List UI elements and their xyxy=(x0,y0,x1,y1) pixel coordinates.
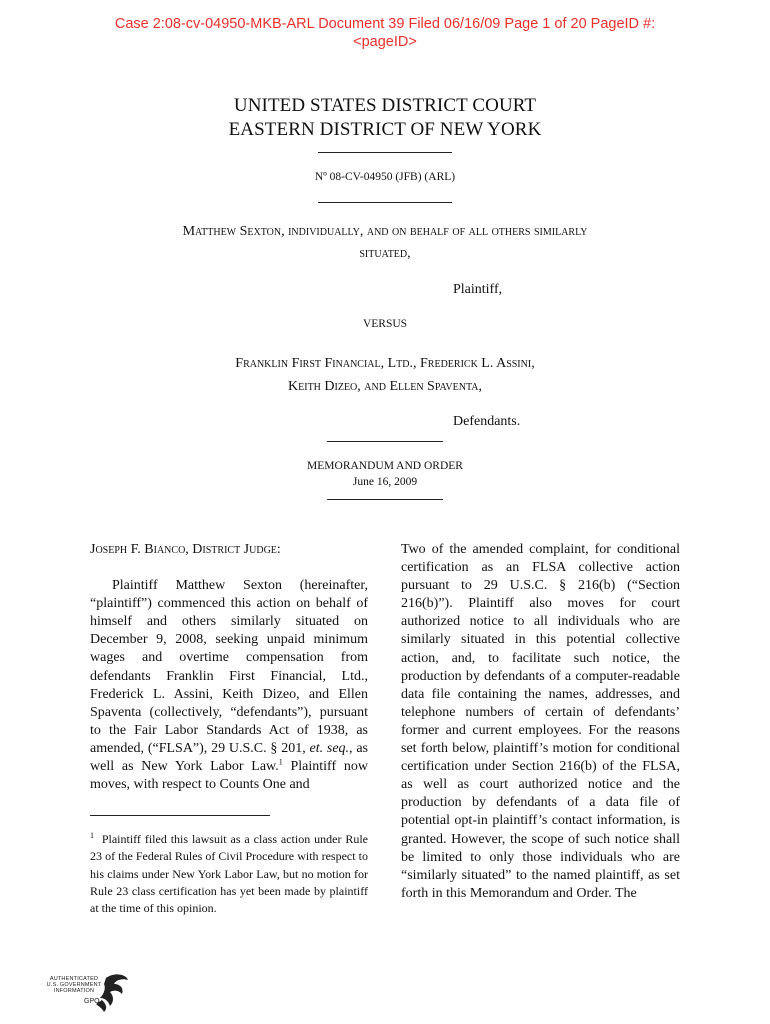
et-seq-text: et. seq. xyxy=(309,740,350,756)
footnote xyxy=(90,831,368,917)
versus-label: VERSUS xyxy=(362,318,408,330)
document-title: MEMORANDUM AND ORDER xyxy=(307,460,463,472)
divider xyxy=(327,441,443,442)
filing-stamp-pageid: <pageID> xyxy=(353,34,417,50)
footnote-divider xyxy=(90,815,270,816)
court-name: UNITED STATES DISTRICT COURT xyxy=(233,95,537,116)
opening-paragraph xyxy=(90,577,368,794)
plaintiff-caption-cont: situated, xyxy=(359,246,411,261)
logo-text-line2: U.S. GOVERNMENT xyxy=(46,982,102,989)
footnote-number: 1 xyxy=(90,831,94,840)
opening-text: Plaintiff Matthew Sexton (hereinafter, “plaintiff”) commenced this action on behalf of himself and others similarly situated on December 9, 2008, seeking unpaid minimum wages and overtime compensation from defendants Franklin First Financial, Ltd., Frederick L. Assini, Keith Dizeo, and Ellen Spaventa (collectively, “defendants”), pursuant to the Fair Labor Standards Act of 1938, as amended, (“FLSA”), 29 U.S.C. § 201, xyxy=(90,578,368,756)
case-number: Nº 08-CV-04950 (JFB) (ARL) xyxy=(314,171,456,183)
logo-text-line1: AUTHENTICATED xyxy=(49,976,99,982)
gpo-authentication-logo xyxy=(44,970,134,1015)
logo-text-line3: INFORMATION xyxy=(53,988,95,995)
continuation-paragraph: Two of the amended complaint, for conditional certification as an FLSA collective action pursuant to 29 U.S.C. § 216(b) (“Section 216(b)”). Plaintiff also moves for court authorized notice to all individuals who are similarly situated in this potential collective action, and, to facilitate such notice, the production by defendants of a computer-readable data file containing the names, addresses, and telephone numbers of certain of defendants’ former and current employees. For the reasons set forth below, plaintiff’s motion for conditional certification under Section 216(b) of the FLSA, as well as court authorized notice and the production by defendants of a data file of potential opt-in plaintiff’s contact information, is granted. However, the scope of such notice shall be limited to only those individuals who are “similarly situated” to the named plaintiff, as set forth in this Memorandum and Order. The xyxy=(401,542,680,901)
plaintiff-caption: Matthew Sexton, individually, and on behalf of all others similarly xyxy=(182,224,588,239)
footnote-reference: 1 xyxy=(278,757,283,767)
plaintiff-role: Plaintiff, xyxy=(453,282,503,297)
court-district: EASTERN DISTRICT OF NEW YORK xyxy=(228,119,542,140)
divider xyxy=(318,202,452,203)
filing-stamp-line: Case 2:08-cv-04950-MKB-ARL Document 39 Filed 06/16/09 Page 1 of 20 PageID #: xyxy=(114,16,656,32)
left-column xyxy=(90,541,368,794)
right-column xyxy=(401,541,680,903)
footnote-text: Plaintiff filed this lawsuit as a class action under Rule 23 of the Federal Rules of Civil Procedure with respect to his claims under New York Labor Law, but no motion for Rule 23 class certification has yet been made by plaintiff at the time of this opinion. xyxy=(90,832,369,916)
defendants-caption: Franklin First Financial, Ltd., Frederick L. Assini, xyxy=(235,356,535,371)
defendants-role: Defendants. xyxy=(453,414,521,429)
opening-text-cont: , as well as New York Labor Law. xyxy=(90,740,368,775)
defendants-caption-cont: Keith Dizeo, and Ellen Spaventa, xyxy=(288,379,482,394)
logo-text-gpo: GPO xyxy=(84,998,100,1005)
judge-line: Joseph F. Bianco, District Judge: xyxy=(90,542,281,557)
divider xyxy=(327,499,443,500)
document-date: June 16, 2009 xyxy=(352,476,418,488)
divider xyxy=(318,152,452,153)
opening-text-end: Plaintiff now moves, with respect to Counts One and xyxy=(90,759,368,793)
